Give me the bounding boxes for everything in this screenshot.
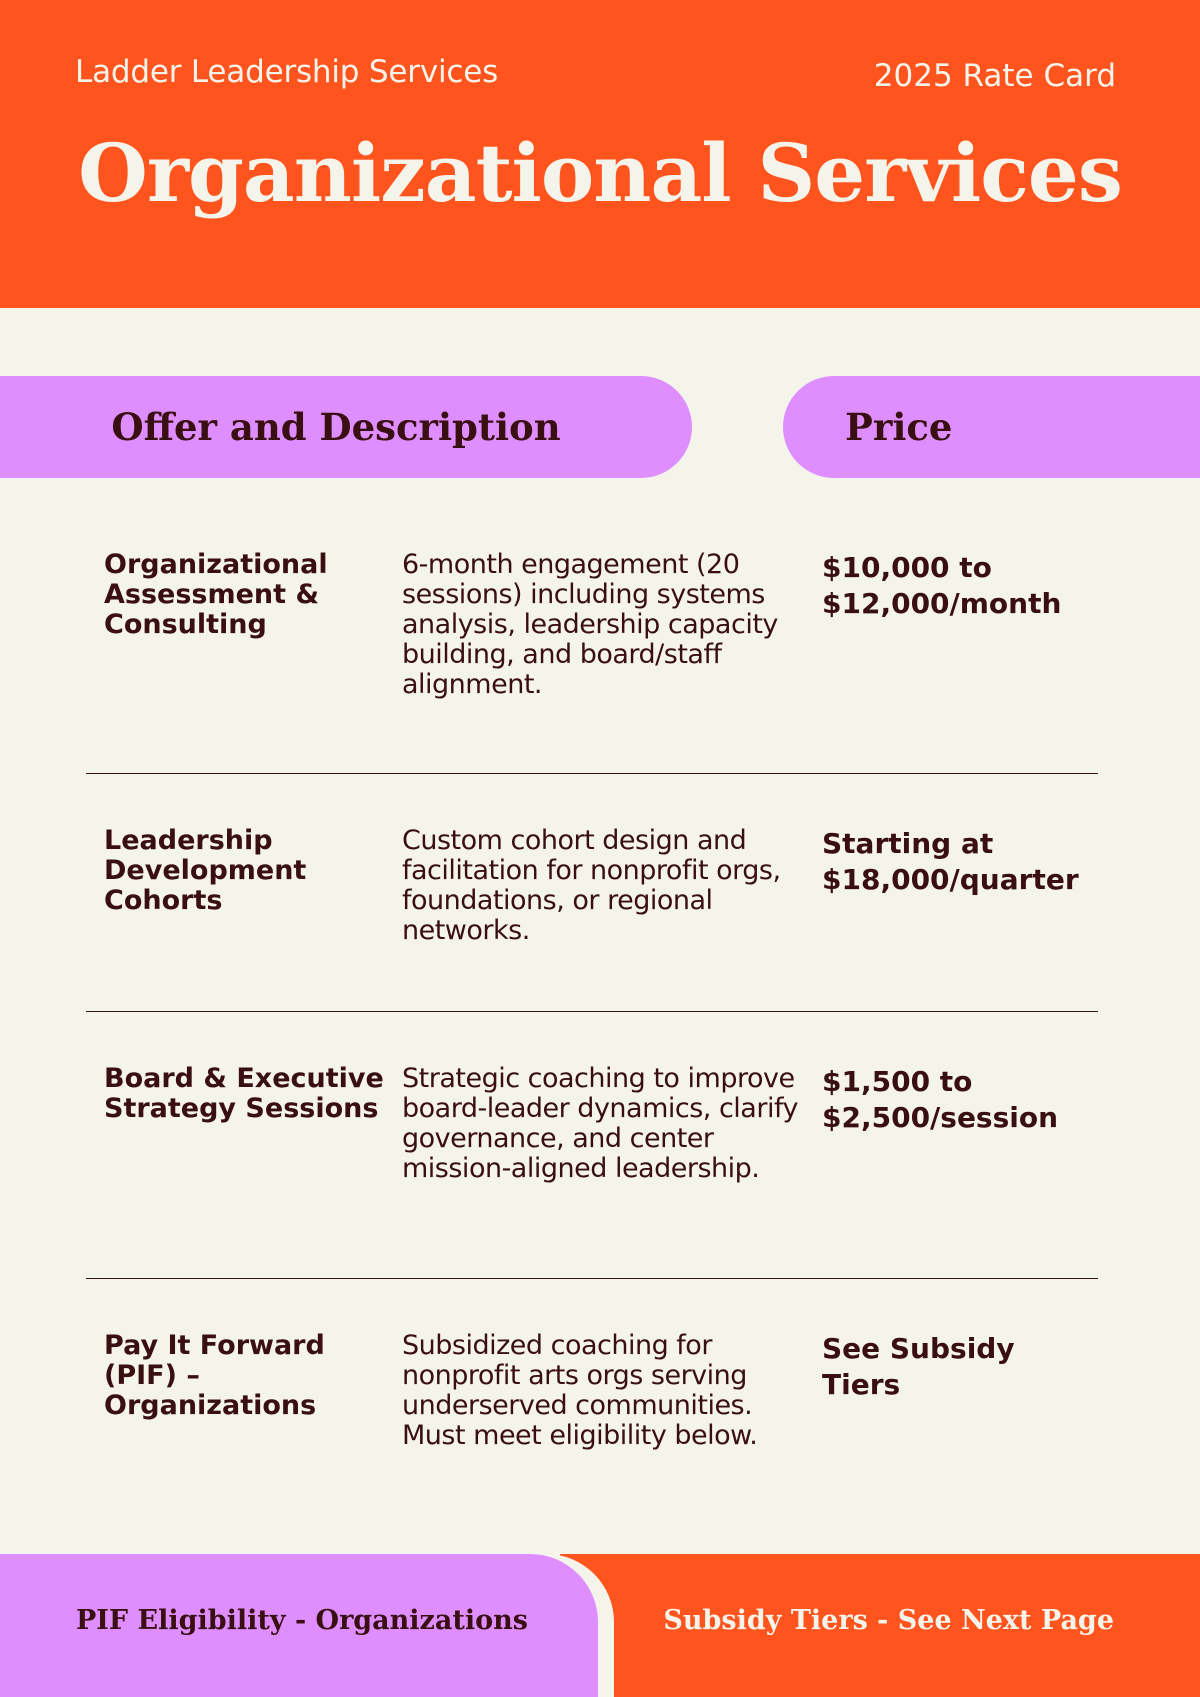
service-price: $1,500 to $2,500/session: [822, 1065, 1059, 1134]
offer-column-header: [0, 376, 692, 478]
service-price: See Subsidy Tiers: [822, 1332, 1015, 1401]
service-description: Subsidized coaching for nonprofit arts orgs serving underserved communities. Must meet eligibility below.: [402, 1330, 758, 1451]
service-offer: Pay It Forward (PIF) – Organizations: [104, 1330, 325, 1421]
rate-card-label: 2025 Rate Card: [873, 58, 1116, 94]
services-table: [86, 548, 1098, 1509]
subsidy-tiers-label: Subsidy Tiers - See Next Page: [663, 1605, 1114, 1636]
price-column-header: [783, 376, 1200, 478]
service-row: [86, 1279, 1098, 1509]
service-row: [86, 1012, 1098, 1279]
service-price: $10,000 to $12,000/month: [822, 551, 1062, 620]
service-row: [86, 774, 1098, 1012]
page-title: Organizational Services: [78, 126, 1122, 220]
service-description: Custom cohort design and facilitation for nonprofit orgs, foundations, or regional networks.: [402, 825, 781, 946]
pif-eligibility-label: PIF Eligibility - Organizations: [76, 1605, 528, 1636]
service-price: Starting at $18,000/quarter: [822, 827, 1079, 896]
offer-column-header-label: Offer and Description: [111, 405, 561, 449]
service-offer: Board & Executive Strategy Sessions: [104, 1063, 384, 1124]
service-offer: Leadership Development Cohorts: [104, 825, 307, 916]
service-offer: Organizational Assessment & Consulting: [104, 549, 328, 640]
service-row: [86, 548, 1098, 774]
service-description: 6-month engagement (20 sessions) including systems analysis, leadership capacity building, and board/staff alignment.: [402, 549, 778, 700]
header-banner: [0, 0, 1200, 308]
price-column-header-label: Price: [845, 405, 953, 449]
brand-name: Ladder Leadership Services: [75, 54, 499, 90]
service-description: Strategic coaching to improve board-leader dynamics, clarify governance, and center mission-aligned leadership.: [402, 1063, 798, 1184]
